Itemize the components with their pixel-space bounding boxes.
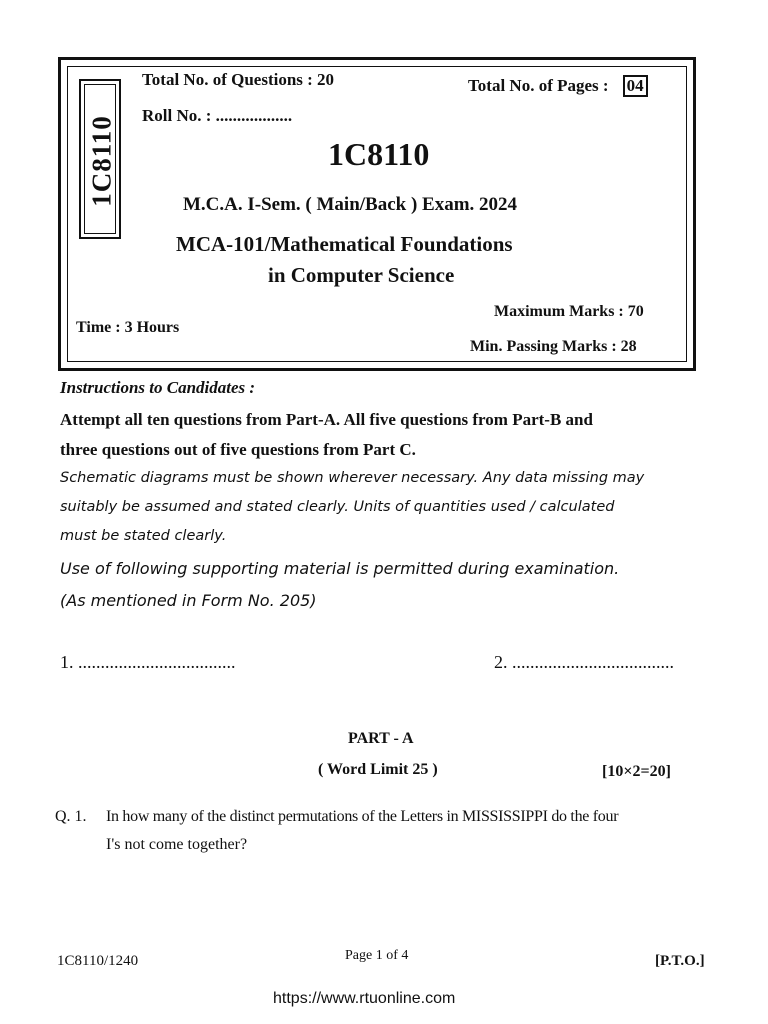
footer-pto: [P.T.O.] (655, 953, 705, 969)
question-1-number: Q. 1. (55, 808, 87, 825)
subject-line-1: MCA-101/Mathematical Foundations (176, 232, 513, 256)
instruction-line-7: (As mentioned in Form No. 205) (60, 591, 317, 610)
question-1-line-2: I's not come together? (106, 836, 248, 853)
part-a-marks: [10×2=20] (602, 763, 671, 780)
roll-number: Roll No. : .................. (142, 106, 293, 125)
instruction-line-5: must be stated clearly. (60, 528, 227, 544)
footer-paper-code: 1C8110/1240 (57, 953, 139, 969)
time-allowed: Time : 3 Hours (76, 319, 180, 336)
vertical-paper-code: 1C8110 (86, 115, 117, 207)
question-1-line-1: In how many of the distinct permutations of the Letters in MISSISSIPPI do the four (106, 808, 619, 825)
part-a-title: PART - A (348, 730, 414, 747)
instruction-line-2: three questions out of five questions from Part C. (60, 440, 416, 459)
instructions-heading: Instructions to Candidates : (60, 378, 256, 397)
exam-title: M.C.A. I-Sem. ( Main/Back ) Exam. 2024 (183, 194, 518, 215)
vertical-code-box (79, 79, 121, 239)
material-item-2: 2. .................................... (494, 652, 674, 672)
paper-code: 1C8110 (328, 136, 430, 172)
instruction-line-4: suitably be assumed and stated clearly. Units of quantities used / calculated (60, 499, 615, 515)
total-pages-label: Total No. of Pages : (468, 76, 609, 95)
total-pages-value: 04 (623, 75, 648, 97)
min-passing-marks: Min. Passing Marks : 28 (470, 338, 637, 355)
total-questions: Total No. of Questions : 20 (142, 70, 335, 89)
instruction-line-1: Attempt all ten questions from Part-A. All five questions from Part-B and (60, 410, 593, 429)
footer-page-number: Page 1 of 4 (345, 948, 409, 963)
maximum-marks: Maximum Marks : 70 (494, 303, 644, 320)
footer-url: https://www.rtuonline.com (273, 990, 456, 1007)
subject-line-2: in Computer Science (268, 263, 455, 287)
instruction-line-3: Schematic diagrams must be shown wherever necessary. Any data missing may (60, 470, 645, 486)
material-item-1: 1. ................................... (60, 652, 236, 672)
part-a-word-limit: ( Word Limit 25 ) (318, 761, 438, 778)
total-pages (468, 75, 648, 97)
instruction-line-6: Use of following supporting material is permitted during examination. (60, 559, 620, 578)
